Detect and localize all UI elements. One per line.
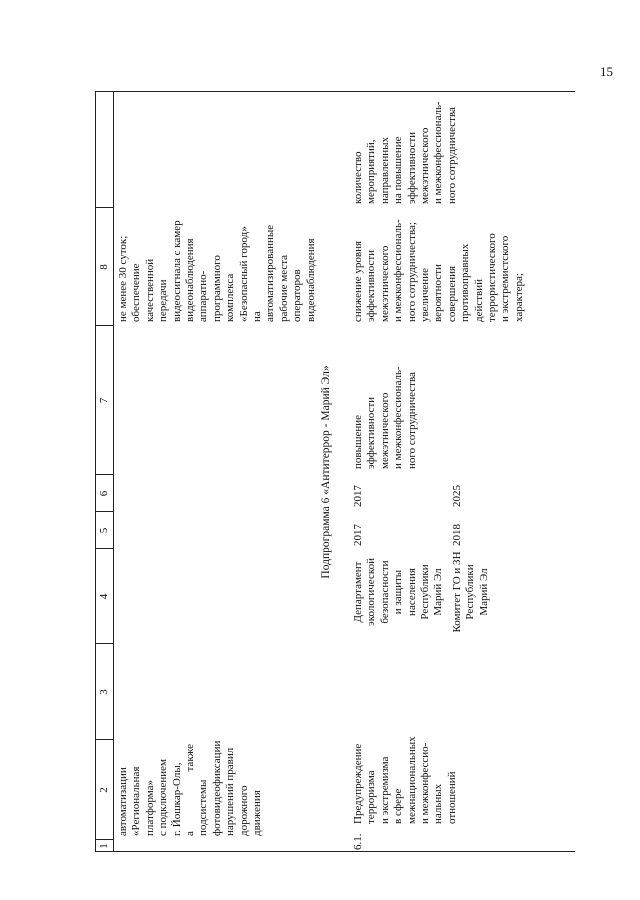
continuation-measure-text: автоматизации «Региональная платформа» с подключением г. Йошкар-Олы, а также подсистемы фотовидеофиксации нарушений правил дорожного движения <box>117 740 264 836</box>
header-bottom-border <box>113 92 114 852</box>
measures-table <box>95 92 570 852</box>
executor-2-start-year: 2018 <box>451 524 463 546</box>
executor-2-end-year: 2025 <box>451 485 463 507</box>
header-col-6: 6 <box>98 490 110 497</box>
executor-1-start-year: 2017 <box>352 524 364 546</box>
row-number: 6.1. <box>352 833 364 850</box>
header-col-3: 3 <box>98 689 110 695</box>
continuation-indicator-text: не менее 30 суток; обеспечение качественной передачи видеосигнала с камер видеонаблюдения аппаратно- программного комплекса «Безопасный город» на автоматизированные рабочие места операторов видеонаблюдения <box>117 220 317 322</box>
subprogram-title: Подпрограмма 6 «Антитеррор - Марий Эл» <box>320 365 332 579</box>
header-col-8: 8 <box>98 264 110 270</box>
header-col-7: 7 <box>98 397 110 404</box>
page-number: 15 <box>600 64 613 79</box>
header-col-4: 4 <box>98 593 110 600</box>
expected-result: повышение эффективности межэтнического и межконфессиональ- ного сотрудничества <box>352 366 418 469</box>
header-col-1: 1 <box>98 843 110 849</box>
executor-1: Департамент экологической безопасности и защиты населения Республики Марий Эл <box>352 558 445 626</box>
target-indicator: количество мероприятий, направленных на повышение эффективности межэтнического и межконфессиональ- ного сотрудничества <box>352 101 458 204</box>
column-border <box>95 91 575 92</box>
executor-2: Комитет ГО и ЗН Республики Марий Эл <box>451 551 490 633</box>
measure-name: Предупреждение терроризма и экстремизма в сфере межнациональных и межконфессио- нальных отношений <box>352 736 458 824</box>
non-implementation-consequences: снижение уровня эффективности межэтнического и межконфессиональ- ного сотрудничества; увеличение вероятности совершения противоправных действий террористического и экстремистского характера; <box>352 219 525 322</box>
header-col-5: 5 <box>98 527 110 534</box>
executor-1-end-year: 2017 <box>352 485 364 507</box>
header-col-2: 2 <box>98 787 110 793</box>
column-border <box>95 851 575 852</box>
